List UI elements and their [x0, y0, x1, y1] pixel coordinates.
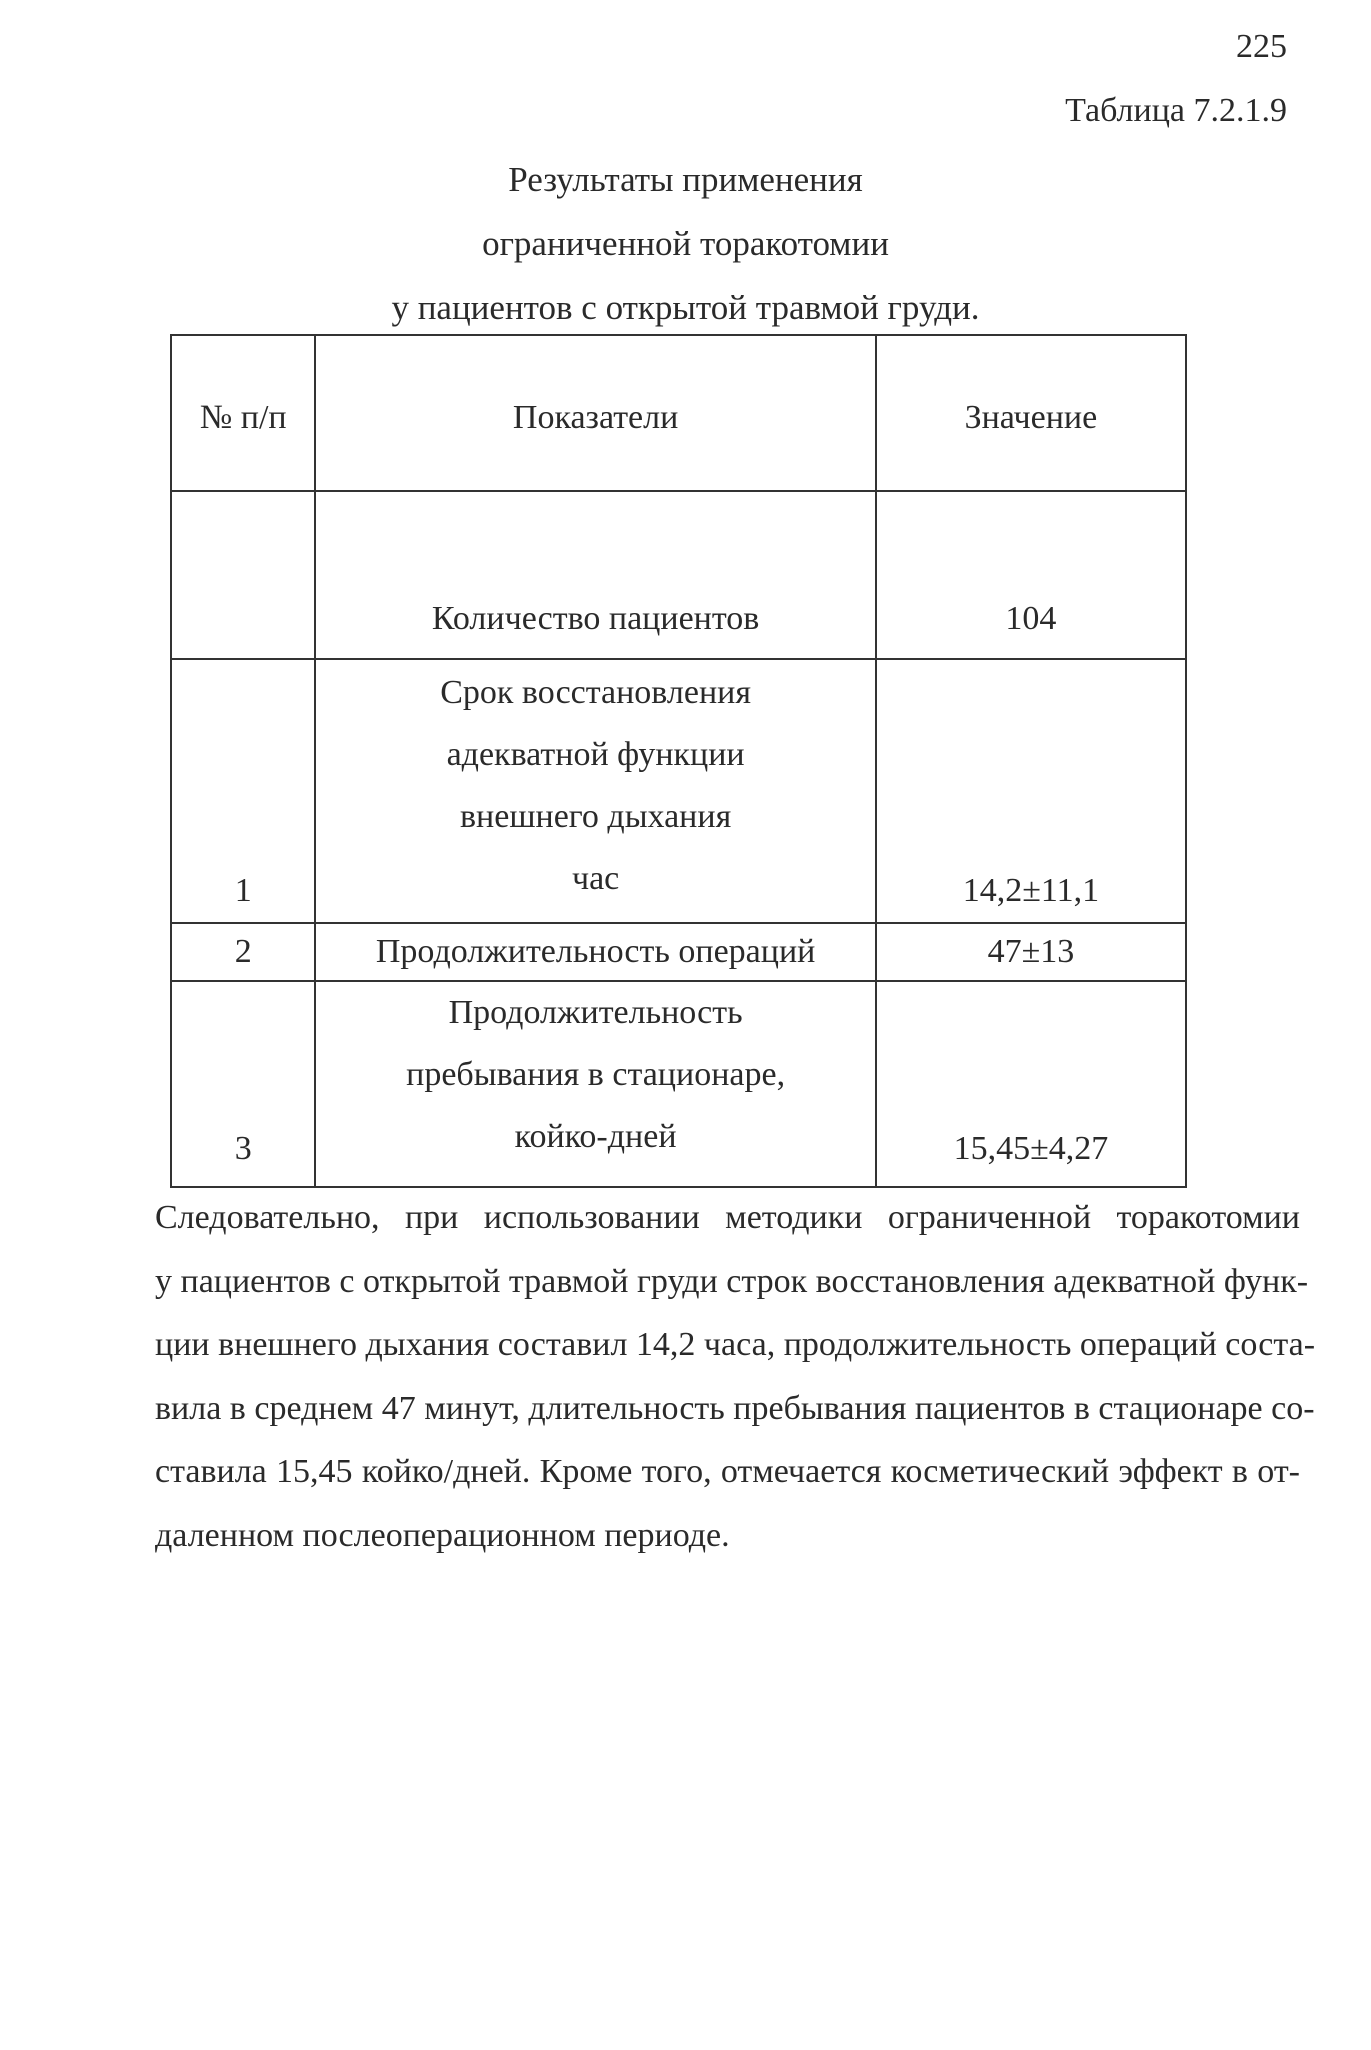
- caption-line: у пациентов с открытой травмой груди.: [391, 288, 980, 327]
- indicator-line: Срок восстановления: [440, 674, 752, 711]
- row-indicator: [315, 981, 875, 1187]
- caption-line: Результаты применения: [508, 160, 863, 199]
- caption-line: ограниченной торакотомии: [482, 224, 889, 263]
- results-table: [170, 334, 1187, 1188]
- row-value: 47±13: [876, 923, 1186, 981]
- header-indicators: Показатели: [315, 335, 875, 491]
- indicator-line: Продолжительность: [448, 994, 743, 1031]
- table-row: [171, 923, 1186, 981]
- row-number: 2: [171, 923, 315, 981]
- row-number: 3: [171, 981, 315, 1187]
- row-indicator: [315, 491, 875, 659]
- indicator-line: Количество пациентов: [431, 600, 760, 637]
- row-indicator: [315, 923, 875, 981]
- row-indicator: [315, 659, 875, 923]
- table-row: [171, 981, 1186, 1187]
- paragraph-line: вила в среднем 47 минут, длительность пребывания пациентов в стационаре со-: [155, 1389, 1315, 1427]
- table-label: Таблица 7.2.1.9: [1065, 92, 1287, 129]
- row-value: 14,2±11,1: [876, 659, 1186, 923]
- header-value: Значение: [876, 335, 1186, 491]
- indicator-line: адекватной функции: [446, 736, 745, 773]
- indicator-line: час: [571, 860, 620, 897]
- paragraph-line: Следовательно, при использовании методики ограниченной торакотомии: [155, 1199, 1300, 1236]
- paragraph-line: ции внешнего дыхания составил 14,2 часа, продолжительность операций соста-: [155, 1326, 1316, 1363]
- indicator-line: Продолжительность операций: [375, 933, 816, 970]
- conclusion-paragraph: [155, 1186, 1316, 1567]
- row-number: [171, 491, 315, 659]
- paragraph-line: ставила 15,45 койко/дней. Кроме того, отмечается косметический эффект в от-: [155, 1453, 1300, 1490]
- row-number: 1: [171, 659, 315, 923]
- paragraph-line: даленном послеоперационном периоде.: [155, 1516, 730, 1554]
- indicator-line: койко-дней: [514, 1118, 677, 1155]
- page-number: 225: [1236, 28, 1287, 65]
- header-number: № п/п: [171, 335, 315, 491]
- indicator-line: пребывания в стационаре,: [406, 1056, 786, 1093]
- table-row: [171, 659, 1186, 923]
- row-value: 15,45±4,27: [876, 981, 1186, 1187]
- table-header-row: [171, 335, 1186, 491]
- paragraph-line: у пациентов с открытой травмой груди строк восстановления адекватной функ-: [155, 1262, 1309, 1300]
- table-row: [171, 491, 1186, 659]
- row-value: 104: [876, 491, 1186, 659]
- table-caption: [0, 148, 1371, 340]
- indicator-line: внешнего дыхания: [459, 798, 732, 835]
